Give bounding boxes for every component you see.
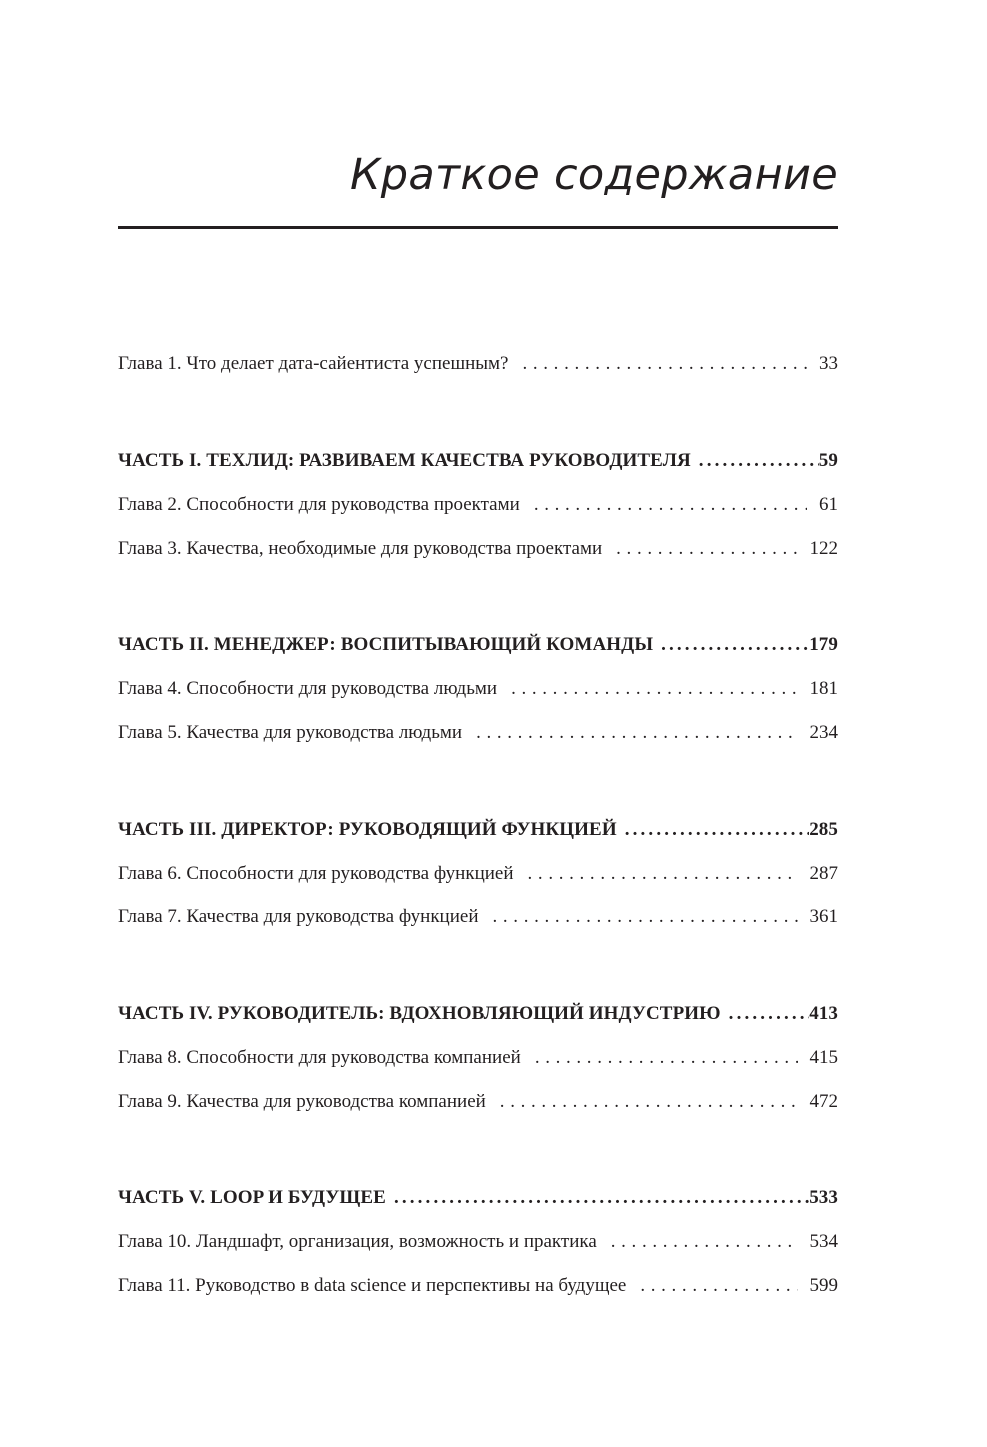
dot-leader [493,904,798,930]
toc-entry-label: Глава 5. Качества для руководства людьми [118,722,463,743]
dot-leader [522,351,807,377]
toc-entry-page: 181 [809,678,838,699]
toc-entry-chapter-7[interactable] [118,904,838,930]
toc-entry-page: 33 [819,353,838,374]
toc-part-label: ЧАСТЬ V. LOOP И БУДУЩЕЕ [118,1187,386,1208]
dot-leader [394,1185,809,1211]
title-divider [118,226,838,229]
toc-entry-chapter-6[interactable] [118,861,838,887]
dot-leader [616,536,797,562]
page-title: Краткое содержание [349,150,838,200]
toc-entry-chapter-10[interactable] [118,1229,838,1255]
toc-part-page: 285 [809,819,838,840]
toc-part-label: ЧАСТЬ I. ТЕХЛИД: РАЗВИВАЕМ КАЧЕСТВА РУКОВОДИТЕЛЯ [118,450,691,471]
dot-leader [729,1001,810,1027]
dot-leader [528,861,798,887]
toc-entry-page: 415 [809,1047,838,1068]
toc-part-label: ЧАСТЬ II. МЕНЕДЖЕР: ВОСПИТЫВАЮЩИЙ КОМАНДЫ [118,634,654,655]
dot-leader [500,1089,798,1115]
toc-entry-part-4[interactable] [118,1001,838,1027]
toc-entry-part-1[interactable] [118,448,838,474]
dot-leader [476,720,797,746]
toc-entry-page: 122 [809,538,838,559]
dot-leader [661,632,809,658]
toc-entry-page: 534 [809,1231,838,1252]
toc-entry-label: Глава 1. Что делает дата-сайентиста успешным? [118,353,509,374]
dot-leader [535,1045,798,1071]
toc-entry-page: 287 [809,863,838,884]
dot-leader [611,1229,798,1255]
dot-leader [640,1273,797,1299]
toc-entry-label: Глава 11. Руководство в data science и перспективы на будущее [118,1275,627,1296]
toc-entry-label: Глава 3. Качества, необходимые для руководства проектами [118,538,603,559]
toc-entry-part-2[interactable] [118,632,838,658]
toc-part-page: 59 [818,450,838,471]
toc-entry-chapter-9[interactable] [118,1089,838,1115]
toc-entry-label: Глава 9. Качества для руководства компанией [118,1091,486,1112]
toc-entry-page: 361 [809,906,838,927]
toc-entry-chapter-3[interactable] [118,536,838,562]
toc-entry-part-3[interactable] [118,817,838,843]
toc-part-label: ЧАСТЬ III. ДИРЕКТОР: РУКОВОДЯЩИЙ ФУНКЦИЕЙ [118,819,617,840]
dot-leader [511,676,797,702]
toc-entry-chapter-5[interactable] [118,720,838,746]
toc-entry-chapter-8[interactable] [118,1045,838,1071]
dot-leader [534,492,807,518]
toc-part-page: 413 [809,1003,838,1024]
toc-entry-chapter-4[interactable] [118,676,838,702]
toc-part-page: 533 [809,1187,838,1208]
toc-entry-part-5[interactable] [118,1185,838,1211]
toc-entry-page: 234 [809,722,838,743]
toc-entry-chapter-1[interactable] [118,351,838,377]
dot-leader [625,817,809,843]
toc-entry-page: 61 [819,494,838,515]
toc-entry-label: Глава 2. Способности для руководства проектами [118,494,520,515]
toc-entry-page: 599 [809,1275,838,1296]
toc-part-label: ЧАСТЬ IV. РУКОВОДИТЕЛЬ: ВДОХНОВЛЯЮЩИЙ ИНДУСТРИЮ [118,1003,721,1024]
toc-entry-label: Глава 6. Способности для руководства функцией [118,863,514,884]
toc-entry-label: Глава 10. Ландшафт, организация, возможность и практика [118,1231,597,1252]
toc-entry-chapter-11[interactable] [118,1273,838,1299]
toc-entry-page: 472 [809,1091,838,1112]
dot-leader [699,448,819,474]
toc-entry-label: Глава 8. Способности для руководства компанией [118,1047,521,1068]
toc-part-page: 179 [809,634,838,655]
toc-entry-label: Глава 7. Качества для руководства функцией [118,906,479,927]
toc-entry-label: Глава 4. Способности для руководства людьми [118,678,498,699]
toc-entry-chapter-2[interactable] [118,492,838,518]
